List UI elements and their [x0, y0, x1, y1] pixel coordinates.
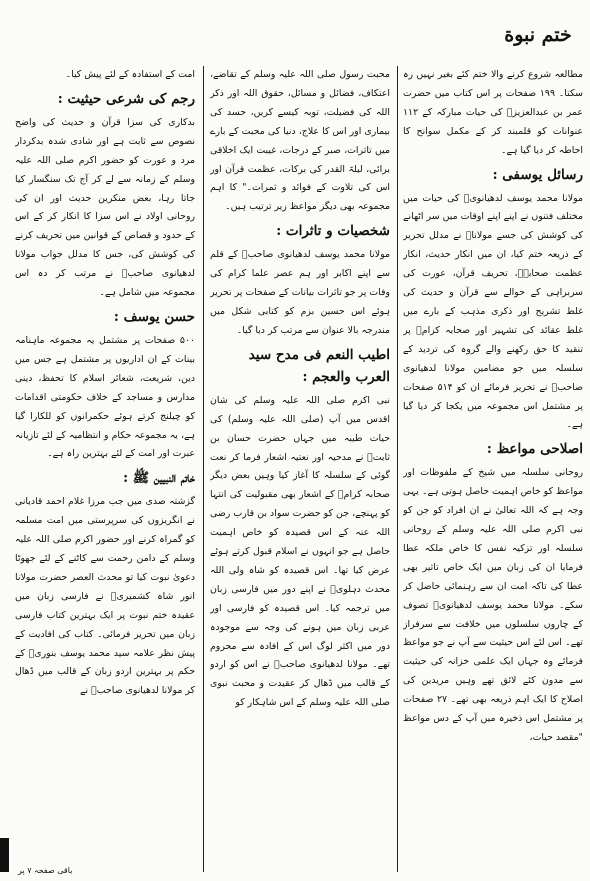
section-heading: رجم کی شرعی حیثیت :: [57, 90, 195, 107]
paragraph: مولانا محمد یوسف لدھیانوی صاحبؒ کے قلم سے اپنے اکابر اور ہم عصر علما کرام کی وفات پر جو تاثرات بیانات کے صفحات پر تحریر ہوئے اس حسین بزم کو کتابی شکل میں مندرجہ بالا عنوان سے مرتب کر دیا گیا۔: [210, 249, 390, 336]
section-heading: اطیب النعم فی مدح سید العرب والعجم :: [248, 346, 390, 385]
section-heading: خاتم النبیین ﷺ :: [123, 470, 195, 487]
paragraph: مطالعہ شروع کرنے والا ختم کئے بغیر نہیں رہ سکتا۔ ۱۹۹ صفحات پر اس کتاب میں حضرت عمر بن عبدالعزیزؒ کی حیات مبارکہ کے ۱۱۲ عنوانات کو قلمبند کر کے مکمل سوانح کا احاطہ کر دیا گیا ہے۔: [403, 69, 583, 156]
paragraph: بدکاری کی سزا قرآن و حدیث کی واضح نصوص سے ثابت ہے اور شادی شدہ بدکردار مرد و عورت کو حضور اکرم صلی اللہ علیہ وسلم کے زمانہ سے لے کر آج تک سنگسار کیا جاتا رہا، بعض منکرین حدیث اور ان کی روحانی اولاد نے اس سزا کا انکار کر کے اس کے حدود و قصاص کے قوانین میں تحریف کرنے کی کوشش کی، جس کا مدلل جواب مولانا لدھیانوی صاحبؒ نے مرتب کر دہ اس مجموعہ میں شامل ہے۔: [15, 116, 195, 299]
paragraph: نبی اکرم صلی اللہ علیہ وسلم کی شان اقدس میں آپ (صلی اللہ علیہ وسلم) کی حیات طیبہ میں جہاں حضرت حسان بن ثابتؓ نے مدحیہ اور نعتیہ اشعار فرما کر نعت گوئی کے سلسلہ کا آغاز کیا وہیں بعض دیگر صحابہ کرامؓ کے اشعار بھی مقبولیت کی انتہا کو پہنچے، جن کو حضرت سواد بن قارب رضی اللہ عنہ کے اس قصیدہ کو خاص اہمیت حاصل ہے جو انہوں نے اسلام قبول کرتے ہوئے عرض کیا تھا۔ اس قصیدہ کو شاہ ولی اللہ محدث دہلویؒ نے اپنے دور میں فارسی زبان میں ترجمہ کیا۔ اس قصیدہ کو فارسی اور عربی زبان میں ہونے کی وجہ سے موجودہ دور میں اکثر لوگ اس کے افادہ سے محروم تھے۔ مولانا لدھیانوی صاحبؒ نے اس کو اردو کے قالب میں ڈھال کر عقیدت و محبت نبوی صلی اللہ علیہ وسلم کے اس شاہکار کو: [210, 394, 390, 709]
paragraph: گزشتہ صدی میں جب مرزا غلام احمد قادیانی نے انگریزوں کی سرپرستی میں امت مسلمہ کو گمراہ کرنے اور حضور اکرم صلی اللہ علیہ وسلم کے دامن رحمت سے کاٹنے کے لئے جھوٹا دعویٰ نبوت کیا تو محدث العصر حضرت مولانا انور شاہ کشمیریؒ نے فارسی زبان میں عقیدہ ختم نبوت پر ایک بہترین کتاب فارسی زبان میں تحریر فرمائی۔ کتاب کی افادیت کے پیش نظر علامہ سید محمد یوسف بنوریؒ کے حکم پر بہترین اردو زبان کے قالب میں ڈھال کر مولانا لدھیانوی صاحبؒ نے: [15, 496, 195, 697]
paragraph: مولانا محمد یوسف لدھیانویؒ کی حیات میں مختلف فتنوں نے اپنے اپنے اوقات میں سر اٹھانے کی کوشش کی جسے مولاناؒ نے مدلل تحریر کے ذریعہ ختم کیا، ان میں انکار حدیث، انکار عظمت صحابہؓ، تحریف قرآن، عورت کی سربراہی کے حوالے سے قرآن و حدیث کی غلط تشریح اور ذکری مذہب کے بارے میں غلط عقائد کی تشہیر اور صحابہ کرامؓ پر تنقید کا حق رکھنے والے گروہ کی تردید کے سلسلہ میں جو مضامین مولانا لدھیانوی صاحبؒ نے تحریر فرمائے ان کو ۵۱۴ صفحات پر مشتمل اس مجموعہ میں یکجا کر دیا گیا ہے۔: [403, 192, 583, 431]
column-left: [15, 66, 195, 872]
masthead-logo: ختم نبوة: [504, 24, 572, 46]
column-divider: [203, 66, 204, 872]
paragraph: روحانی سلسلہ میں شیخ کے ملفوظات اور مواعظ کو خاص اہمیت حاصل ہوتی ہے۔ یہی وجہ ہے کہ اللہ تعالیٰ نے ان افراد کو جن کو نبی اکرم صلی اللہ علیہ وسلم کے روحانی سلسلہ اور تزکیہ نفس کا خاص ملکہ عطا فرمایا ان کی زبان میں ایک خاص تاثیر بھی عطا کی تاکہ امت ان سے رہنمائی حاصل کر سکے۔ مولانا محمد یوسف لدھیانویؒ تصوف کے چاروں سلسلوں میں خلافت سے سرفراز تھے۔ اس لئے اس حیثیت سے آپ نے جو مواعظ فرمائے وہ جہاں ایک علمی خزانہ کی حیثیت سے مدون کئے لائق تھے وہیں مریدین کی اصلاح کا ایک اہم ذریعہ بھی تھے۔ ۲۷ صفحات پر مشتمل اس ذخیرہ میں آپ کے دس مواعظ "مقصد حیات،: [403, 467, 583, 743]
paragraph: امت کے استفادہ کے لئے پیش کیا۔: [65, 69, 195, 80]
section-heading: اصلاحی مواعظ :: [486, 441, 583, 458]
page-edge-mark: [0, 838, 9, 872]
column-middle: [210, 66, 390, 872]
section-heading: رسائل یوسفی :: [492, 166, 583, 183]
paragraph: محبت رسول صلی اللہ علیہ وسلم کے تقاضے، اعتکاف، فضائل و مسائل، حقوق اللہ اور ذکر اللہ کی فضیلت، توبہ کیسے کریں، حسد کی بیماری اور اس کا علاج، دنیا کی محبت کے بارے میں تاثرات، صبر کے درجات، غیبت ایک اخلاقی برائی، لیلۃ القدر کی برکات، عظمت قرآن اور اس کی تلاوت کے فوائد و ثمرات۔" کا اہم مجموعہ بھی دیگر مواعظ زیر ترتیب ہیں۔: [210, 69, 390, 213]
column-right: [403, 66, 583, 872]
column-divider: [397, 66, 398, 872]
section-heading: حسن یوسف :: [113, 308, 195, 325]
section-heading: شخصیات و تاثرات :: [276, 223, 390, 240]
continuation-note: باقی صفحہ ۷ پر: [18, 866, 73, 875]
paragraph: ۵۰۰ صفحات پر مشتمل یہ مجموعہ ماہنامہ بینات کے ان اداریوں پر مشتمل ہے جس میں دین، شریعت، شعائر اسلام کا تحفظ، دینی مدارس و مساجد کے خلاف حکومتی اقدامات کو چیلنج کرتے ہوئے حکمرانوں کو للکارا گیا ہے، یہ مجموعہ حکام و انتظامیہ کے لئے تازیانہ عبرت اور امت کے لئے بہترین راہ ہے۔: [15, 334, 195, 460]
